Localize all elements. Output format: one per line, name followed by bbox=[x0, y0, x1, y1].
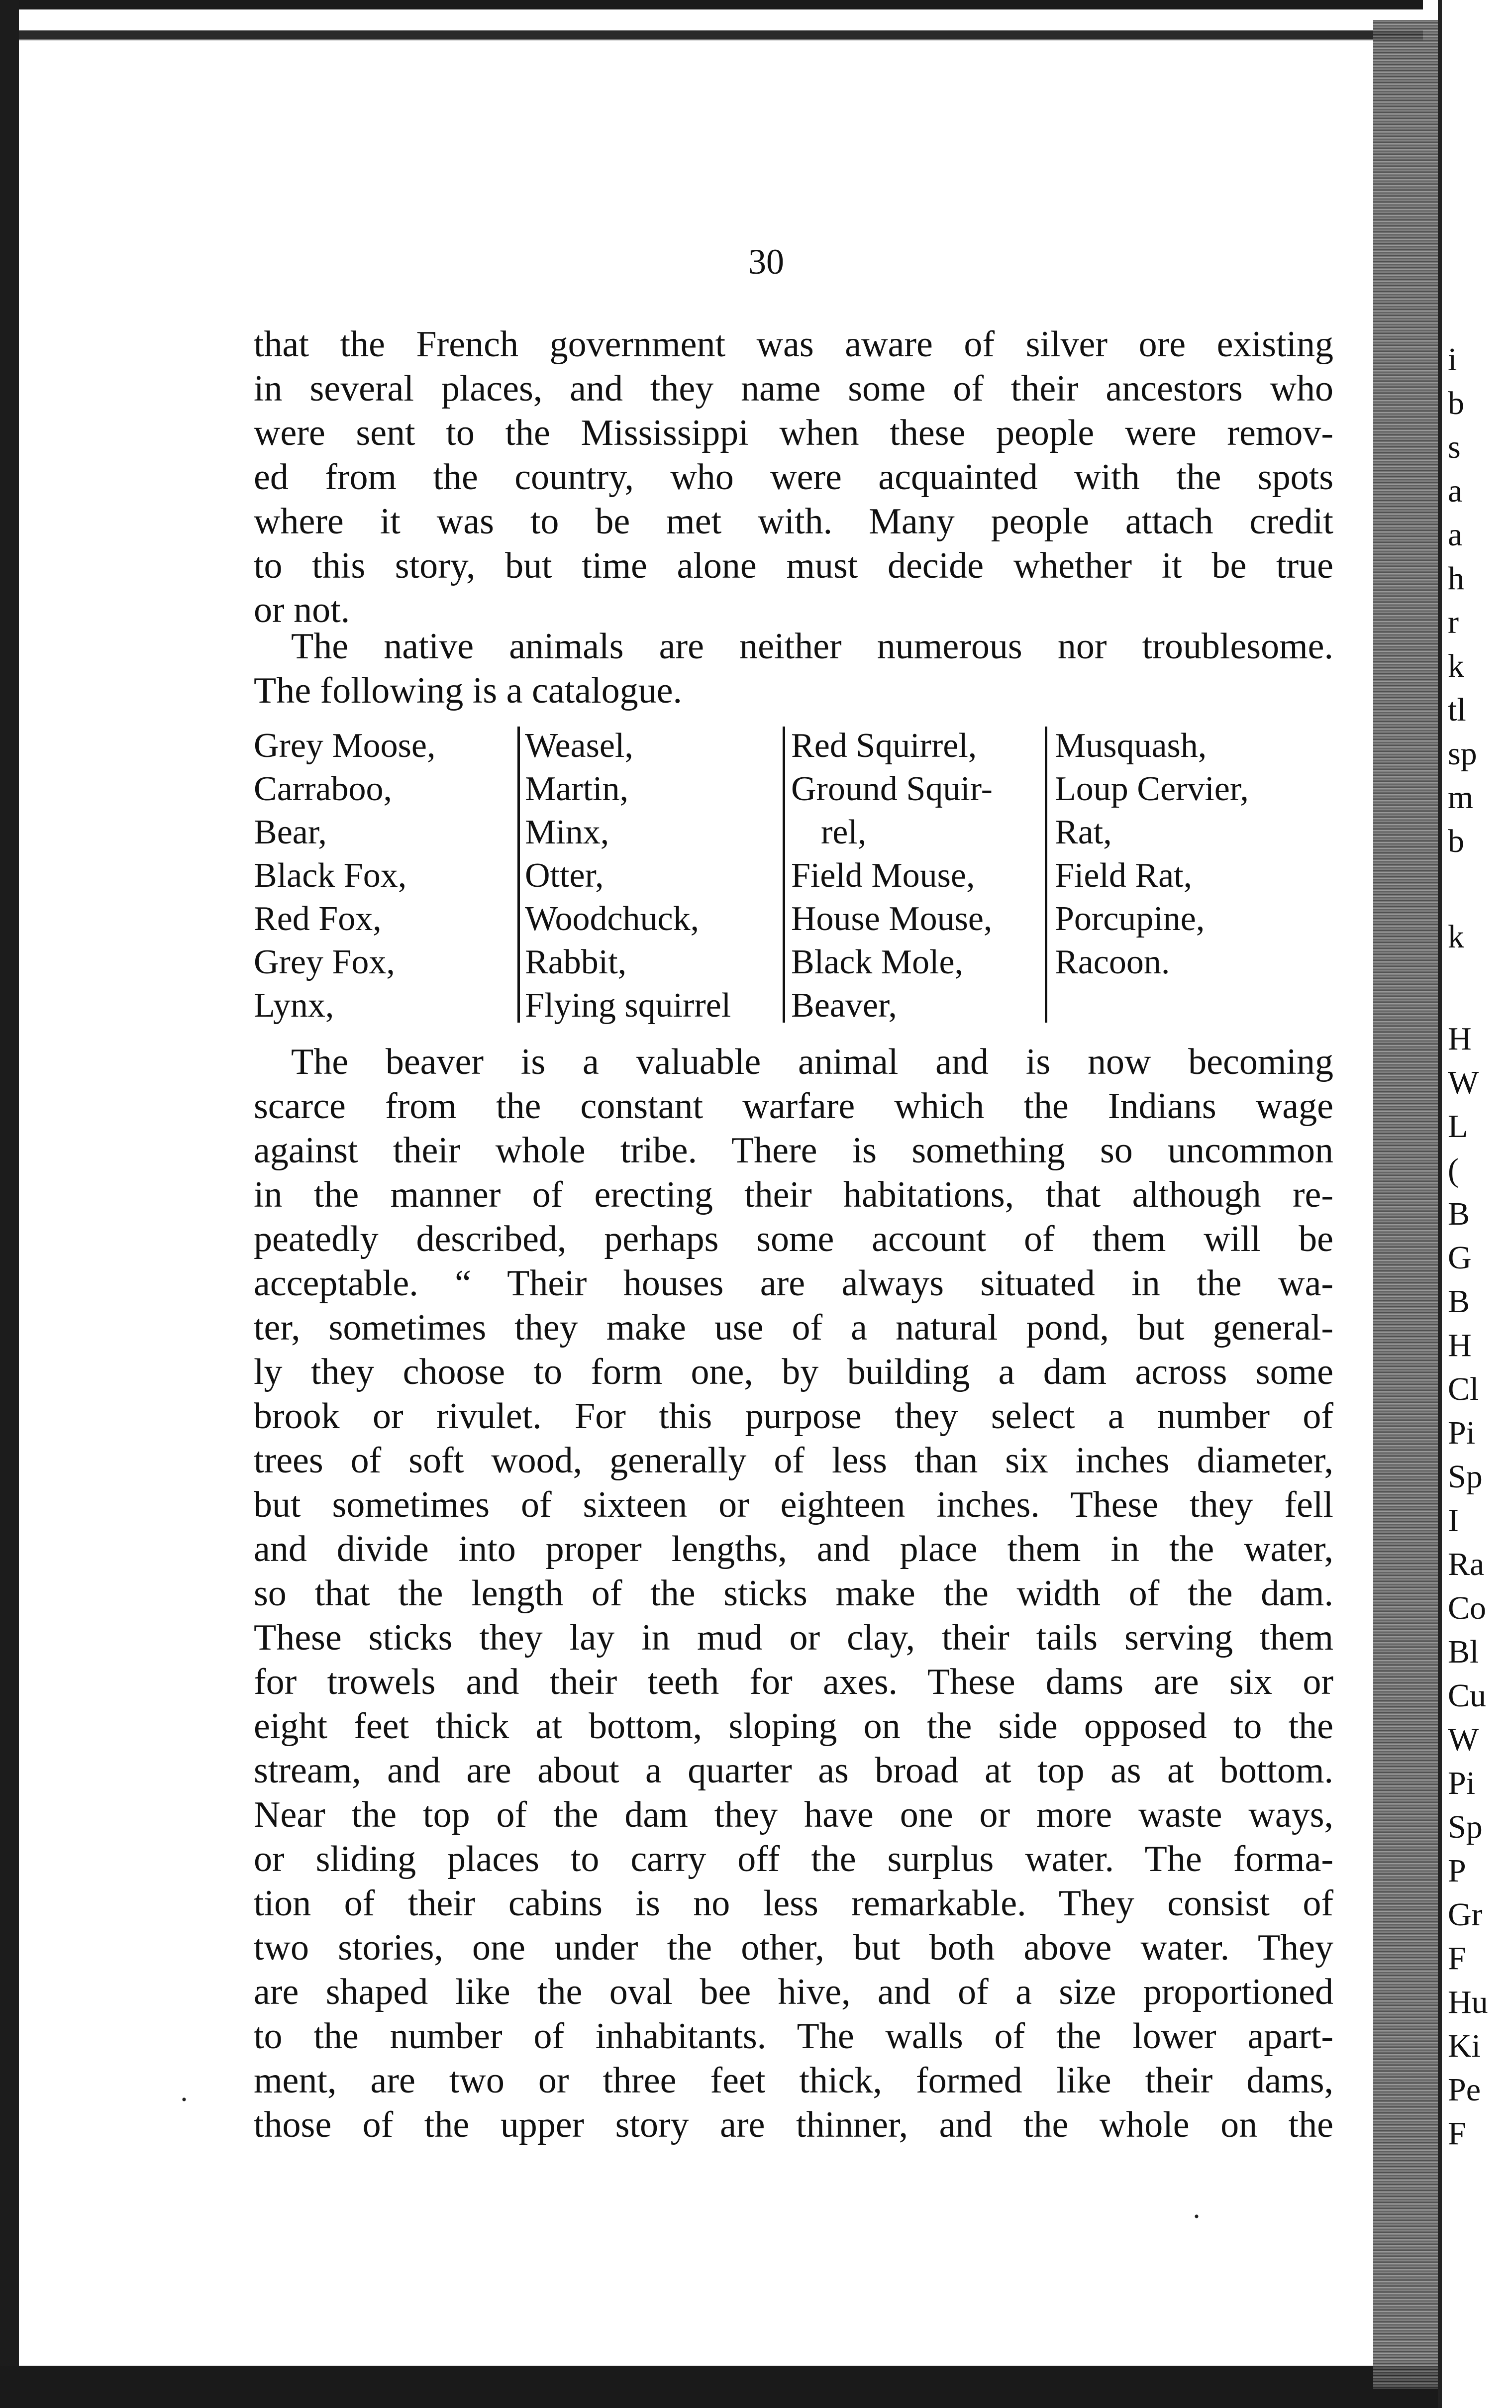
text-line: These sticks they lay in mud or clay, their tails serving them bbox=[254, 1617, 1333, 1658]
facing-fragment: L bbox=[1448, 1108, 1468, 1145]
book-spine-shadow bbox=[1373, 20, 1443, 2389]
facing-fragment: Sp bbox=[1448, 1459, 1483, 1495]
catalogue-item: Carraboo, bbox=[254, 770, 392, 808]
text-line: but sometimes of sixteen or eighteen inches. These they fell bbox=[254, 1484, 1333, 1525]
catalogue-item: Field Mouse, bbox=[791, 856, 975, 895]
text-line: are shaped like the oval bee hive, and of a size proportioned bbox=[254, 1972, 1333, 2012]
catalogue-item: Grey Moose, bbox=[254, 727, 436, 765]
catalogue-item: rel, bbox=[821, 813, 867, 851]
catalogue-item: Weasel, bbox=[525, 727, 633, 765]
facing-page-fragment bbox=[1438, 0, 1512, 2408]
page-number: 30 bbox=[748, 242, 784, 282]
facing-fragment: I bbox=[1448, 1502, 1459, 1539]
scan-edge-left bbox=[0, 0, 19, 2408]
catalogue-item: Lynx, bbox=[254, 986, 334, 1025]
text-line: scarce from the constant warfare which the Indians wage bbox=[254, 1086, 1333, 1127]
text-line: The following is a catalogue. bbox=[254, 670, 683, 711]
facing-fragment: P bbox=[1448, 1853, 1466, 1889]
text-line: ly they choose to form one, by building a dam across some bbox=[254, 1352, 1333, 1392]
text-line: in several places, and they name some of their ancestors who bbox=[254, 368, 1333, 409]
catalogue-item: Black Fox, bbox=[254, 856, 407, 895]
text-line: trees of soft wood, generally of less than six inches diameter, bbox=[254, 1440, 1333, 1481]
text-line: to this story, but time alone must decide whether it be true bbox=[254, 545, 1333, 586]
text-line: brook or rivulet. For this purpose they select a number of bbox=[254, 1396, 1333, 1437]
text-line: acceptable. “ Their houses are always situated in the wa- bbox=[254, 1263, 1333, 1304]
facing-fragment: m bbox=[1448, 779, 1474, 816]
text-line: two stories, one under the other, but both above water. They bbox=[254, 1927, 1333, 1968]
facing-fragment: Co bbox=[1448, 1590, 1487, 1626]
catalogue-item: Porcupine, bbox=[1055, 900, 1205, 938]
catalogue-item: Rabbit, bbox=[525, 943, 627, 981]
catalogue-item: Loup Cervier, bbox=[1055, 770, 1249, 808]
facing-fragment: Pe bbox=[1448, 2072, 1481, 2108]
facing-fragment: H bbox=[1448, 1021, 1472, 1057]
text-line: or not. bbox=[254, 590, 350, 630]
facing-fragment: Pi bbox=[1448, 1415, 1476, 1451]
text-line: in the manner of erecting their habitations, that although re- bbox=[254, 1174, 1333, 1215]
facing-fragment: ( bbox=[1448, 1152, 1459, 1188]
text-line: against their whole tribe. There is something so uncommon bbox=[254, 1130, 1333, 1171]
catalogue-item: Ground Squir- bbox=[791, 770, 993, 808]
facing-fragment: F bbox=[1448, 2115, 1466, 2152]
text-line: and divide into proper lengths, and place them in the water, bbox=[254, 1529, 1333, 1570]
text-line: for trowels and their teeth for axes. These dams are six or bbox=[254, 1662, 1333, 1702]
paragraph-native-animals bbox=[254, 625, 1333, 713]
text-line: tion of their cabins is no less remarkable. They consist of bbox=[254, 1883, 1333, 1924]
catalogue-item: Red Squirrel, bbox=[791, 727, 977, 765]
catalogue-item: Musquash, bbox=[1055, 727, 1207, 765]
scan-edge-bottom bbox=[0, 2366, 1443, 2408]
catalogue-item: House Mouse, bbox=[791, 900, 993, 938]
facing-fragment: i bbox=[1448, 341, 1457, 378]
catalogue-item: Minx, bbox=[525, 813, 609, 851]
catalogue-column-1 bbox=[254, 724, 435, 1027]
facing-fragment: Sp bbox=[1448, 1809, 1483, 1845]
text-line: ed from the country, who were acquainted with the spots bbox=[254, 457, 1333, 498]
column-divider bbox=[517, 727, 520, 1023]
text-line: those of the upper story are thinner, and the whole on the bbox=[254, 2104, 1333, 2145]
catalogue-item: Racoon. bbox=[1055, 943, 1170, 981]
catalogue-item: Rat, bbox=[1055, 813, 1112, 851]
text-line: The beaver is a valuable animal and is now becoming bbox=[291, 1042, 1333, 1082]
facing-fragment: B bbox=[1448, 1283, 1470, 1320]
text-line: that the French government was aware of silver ore existing bbox=[254, 324, 1333, 365]
text-line: or sliding places to carry off the surplus water. The forma- bbox=[254, 1839, 1333, 1880]
scan-edge-top bbox=[0, 0, 1423, 62]
facing-fragment: a bbox=[1448, 473, 1463, 509]
column-divider bbox=[1045, 727, 1047, 1023]
facing-fragment: h bbox=[1448, 560, 1464, 597]
facing-fragment: Cu bbox=[1448, 1677, 1487, 1714]
animal-catalogue bbox=[254, 724, 1313, 1030]
facing-fragment: b bbox=[1448, 823, 1464, 859]
facing-fragment: a bbox=[1448, 517, 1463, 553]
catalogue-item: Flying squirrel bbox=[525, 986, 731, 1025]
facing-fragment: B bbox=[1448, 1196, 1470, 1232]
catalogue-item: Bear, bbox=[254, 813, 327, 851]
scan-speck: · bbox=[179, 2083, 189, 2116]
catalogue-item: Woodchuck, bbox=[525, 900, 700, 938]
catalogue-item: Beaver, bbox=[791, 986, 897, 1025]
paragraph-silver-ore bbox=[254, 322, 1333, 632]
facing-fragment: k bbox=[1448, 919, 1464, 955]
catalogue-item: Field Rat, bbox=[1055, 856, 1193, 895]
facing-fragment: sp bbox=[1448, 735, 1477, 772]
facing-fragment: s bbox=[1448, 429, 1461, 465]
text-line: eight feet thick at bottom, sloping on the side opposed to the bbox=[254, 1706, 1333, 1747]
facing-fragment: k bbox=[1448, 648, 1464, 684]
facing-fragment: r bbox=[1448, 604, 1459, 640]
facing-fragment: F bbox=[1448, 1940, 1466, 1977]
column-divider bbox=[783, 727, 785, 1023]
text-line: were sent to the Mississippi when these people were remov- bbox=[254, 413, 1333, 453]
text-line: to the number of inhabitants. The walls of the lower apart- bbox=[254, 2016, 1333, 2057]
catalogue-item: Otter, bbox=[525, 856, 604, 895]
facing-fragment: W bbox=[1448, 1721, 1479, 1758]
catalogue-column-2 bbox=[525, 724, 731, 1027]
text-line: The native animals are neither numerous nor troublesome. bbox=[291, 626, 1333, 667]
text-line: where it was to be met with. Many people attach credit bbox=[254, 501, 1333, 542]
facing-fragment: Gr bbox=[1448, 1896, 1483, 1933]
paragraph-beaver bbox=[254, 1040, 1333, 2147]
catalogue-item: Martin, bbox=[525, 770, 629, 808]
facing-fragment: tl bbox=[1448, 692, 1466, 728]
facing-fragment: Cl bbox=[1448, 1371, 1479, 1407]
facing-fragment: Pi bbox=[1448, 1765, 1476, 1801]
facing-fragment: Ra bbox=[1448, 1546, 1485, 1582]
facing-fragment: Ki bbox=[1448, 2028, 1481, 2064]
facing-fragment: W bbox=[1448, 1064, 1479, 1101]
text-line: stream, and are about a quarter as broad at top as at bottom. bbox=[254, 1750, 1333, 1791]
catalogue-column-3 bbox=[791, 724, 993, 1027]
facing-fragment: Bl bbox=[1448, 1634, 1479, 1670]
catalogue-item: Red Fox, bbox=[254, 900, 382, 938]
facing-fragment: H bbox=[1448, 1327, 1472, 1363]
facing-fragment: Hu bbox=[1448, 1984, 1488, 2020]
text-line: so that the length of the sticks make the width of the dam. bbox=[254, 1573, 1333, 1614]
catalogue-item: Black Mole, bbox=[791, 943, 964, 981]
scan-speck: · bbox=[1192, 2200, 1202, 2233]
text-line: ter, sometimes they make use of a natural pond, but general- bbox=[254, 1307, 1333, 1348]
facing-fragment: b bbox=[1448, 385, 1464, 421]
catalogue-column-4 bbox=[1055, 724, 1249, 984]
text-line: Near the top of the dam they have one or more waste ways, bbox=[254, 1794, 1333, 1835]
text-line: peatedly described, perhaps some account of them will be bbox=[254, 1219, 1333, 1259]
facing-fragment: G bbox=[1448, 1240, 1472, 1276]
text-line: ment, are two or three feet thick, formed like their dams, bbox=[254, 2060, 1333, 2101]
catalogue-item: Grey Fox, bbox=[254, 943, 395, 981]
